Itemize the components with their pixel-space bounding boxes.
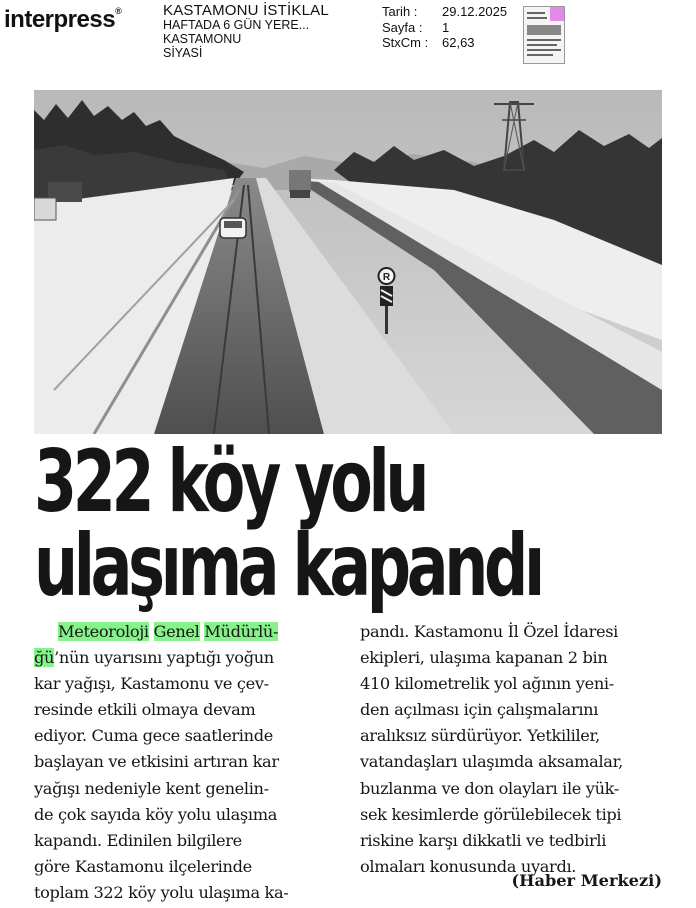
- article-line: ekipleri, ulaşıma kapanan 2 bin: [360, 648, 608, 668]
- article-line: yağışı nedeniyle kent genelin-: [34, 778, 269, 798]
- article-text: ’nün uyarısını yaptığı yoğun: [54, 648, 274, 668]
- highlighted-word: Genel: [153, 622, 200, 641]
- article-line: göre Kastamonu ilçelerinde: [34, 856, 252, 876]
- article-line: den açılması için çalışmalarını: [360, 700, 599, 720]
- article-line: vatandaşları ulaşımda aksamalar,: [360, 752, 623, 772]
- article-line: sek kesimlerde görülebilecek tipi: [360, 804, 622, 824]
- thumbnail-line: [527, 54, 553, 56]
- thumbnail-block: [527, 25, 561, 35]
- article-line: [34, 645, 334, 671]
- article-line: riskine karşı dikkatli ve tedbirli: [360, 830, 607, 850]
- highlighted-word: ğü: [34, 648, 55, 668]
- article-line: pandı. Kastamonu İl Özel İdaresi: [360, 622, 618, 641]
- date-row: [382, 4, 507, 20]
- date-value: 29.12.2025: [442, 4, 508, 19]
- thumbnail-line: [527, 49, 561, 51]
- thumbnail-highlight: [550, 7, 564, 21]
- article-line: kapandı. Edinilen bilgilere: [34, 830, 242, 850]
- publication-frequency: HAFTADA 6 GÜN YERE...: [163, 18, 310, 32]
- article-column-2: [360, 619, 662, 880]
- snowy-road-illustration: [34, 90, 662, 434]
- stxcm-label: StxCm :: [382, 35, 429, 50]
- article-line: aralıksız sürdürüyor. Yetkililer,: [360, 726, 600, 746]
- highlighted-word: Müdürlü-: [204, 622, 279, 641]
- article-line: resinde etkili olmaya devam: [34, 700, 256, 720]
- page-thumbnail[interactable]: [523, 6, 565, 64]
- page-value: 1: [442, 19, 450, 35]
- date-label: Tarih :: [382, 4, 418, 19]
- clipping-metadata: [382, 4, 507, 51]
- article-line: kar yağışı, Kastamonu ve çev-: [34, 674, 269, 694]
- article-column-1: [34, 619, 334, 906]
- headline: [34, 432, 541, 616]
- publication-category: SİYASİ: [163, 46, 203, 60]
- article-line: de çok sayıda köy yolu ulaşıma: [34, 804, 278, 824]
- article-line: toplam 322 köy yolu ulaşıma ka-: [34, 882, 289, 902]
- highlighted-word: Meteoroloji: [58, 622, 149, 641]
- article-signature: (Haber Merkezi): [511, 871, 662, 890]
- headline-line-2: ulaşıma kapandı: [34, 516, 541, 616]
- publication-name: KASTAMONU İSTİKLAL: [163, 2, 329, 19]
- publication-city: KASTAMONU: [163, 32, 242, 46]
- logo-text: interpress: [4, 6, 116, 33]
- page-label: Sayfa :: [382, 19, 423, 35]
- publication-info: [163, 4, 329, 60]
- logo-registered-mark: ®: [115, 6, 122, 16]
- article-line: [34, 619, 334, 645]
- stxcm-value: 62,63: [442, 35, 475, 50]
- thumbnail-line: [527, 39, 561, 41]
- snowy-road-photo: [34, 90, 662, 434]
- stxcm-row: [382, 35, 507, 51]
- thumbnail-line: [527, 17, 547, 19]
- article-line: buzlanma ve don olayları ile yük-: [360, 778, 619, 798]
- article-line: 410 kilometrelik yol ağının yeni-: [360, 674, 614, 694]
- interpress-logo: [4, 6, 121, 34]
- headline-line-1: 322 köy yolu: [34, 432, 426, 532]
- article-line: olmaları konusunda uyardı.: [360, 856, 577, 876]
- page-row: [382, 20, 507, 36]
- thumbnail-line: [527, 12, 545, 14]
- thumbnail-line: [527, 44, 557, 46]
- article-line: ediyor. Cuma gece saatlerinde: [34, 726, 273, 746]
- article-line: başlayan ve etkisini artıran kar: [34, 752, 279, 772]
- road-sign-letter: R: [382, 272, 391, 283]
